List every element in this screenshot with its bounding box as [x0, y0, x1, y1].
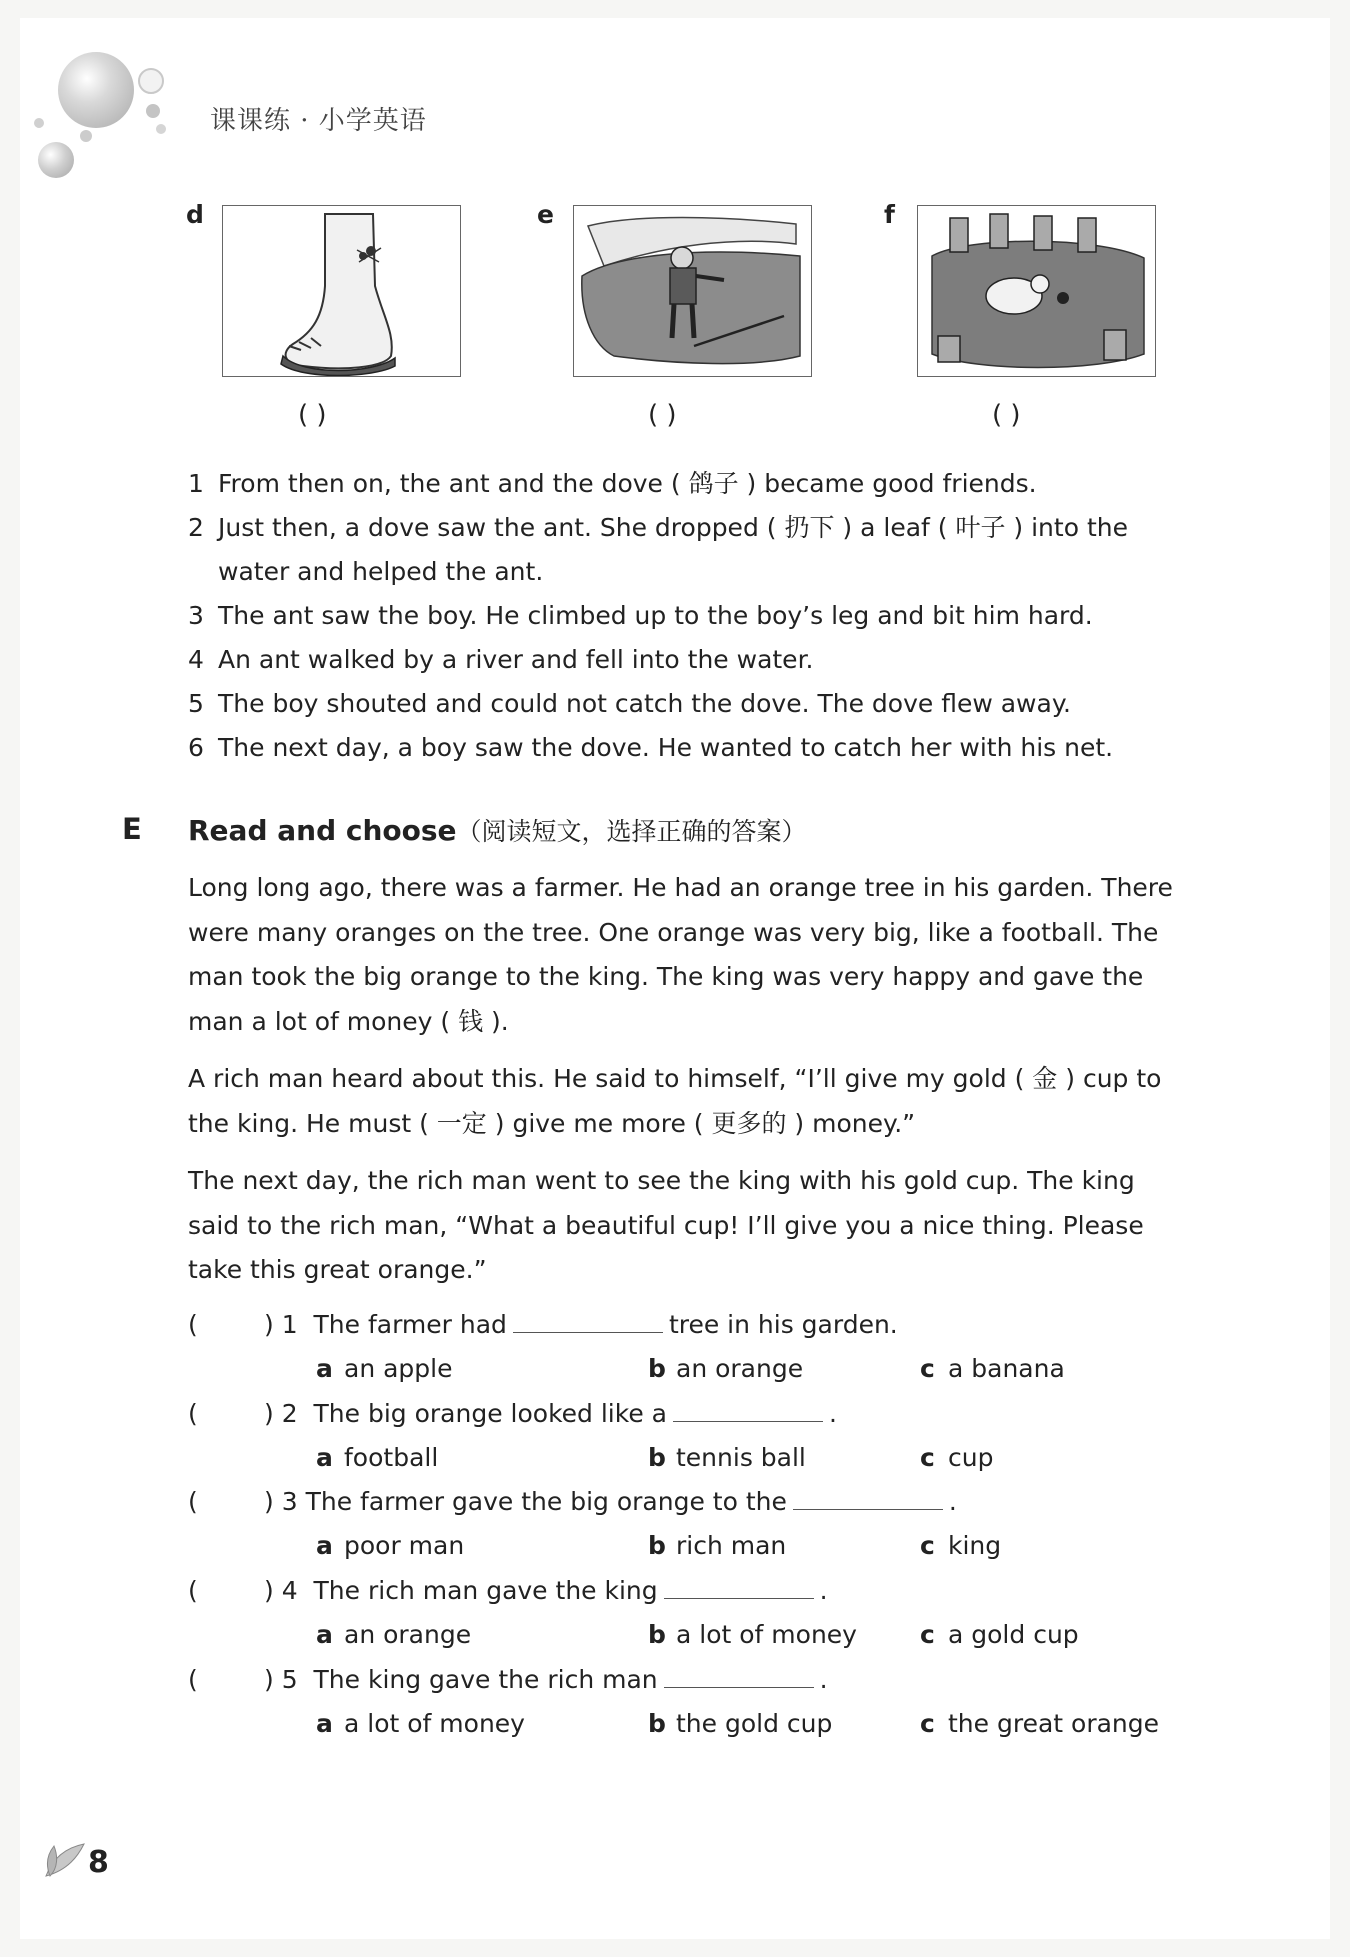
story-paragraph-3: The next day, the rich man went to see the king with his gold cup. The king said to the rich man, “What a beautiful cup! I’ll give you a nice thing. Please take this great orange.” [188, 1166, 1144, 1284]
sequence-item: 5 The boy shouted and could not catch the dove. The dove flew away. [188, 689, 1072, 718]
picture-d-letter: d [186, 200, 204, 229]
question-1-paren-open: ( [188, 1310, 198, 1339]
option-a[interactable]: a football [316, 1443, 439, 1472]
page-number: 8 [88, 1845, 109, 1880]
boy-by-river-illustration [574, 206, 811, 376]
question-5-paren-open: ( [188, 1665, 198, 1694]
option-b[interactable]: b an orange [648, 1354, 804, 1383]
question-row: ) 5 The king gave the rich man . [264, 1665, 828, 1694]
option-c[interactable]: c a banana [920, 1354, 1065, 1383]
sequence-item: 1 From then on, the ant and the dove ( 鸽子 ) became good friends. [188, 469, 1037, 498]
sequence-item: 6 The next day, a boy saw the dove. He wanted to catch her with his net. [188, 733, 1114, 762]
question-2-paren-open: ( [188, 1399, 198, 1428]
story-paragraph-2: A rich man heard about this. He said to himself, “I’ll give my gold ( 金 ) cup to the king. He must ( 一定 ) give me more ( 更多的 ) money.” [188, 1064, 1162, 1138]
picture-f-letter: f [884, 200, 895, 229]
foot-with-ant-illustration [223, 206, 460, 376]
question-row: ) 2 The big orange looked like a . [264, 1399, 837, 1428]
option-a[interactable]: a poor man [316, 1531, 465, 1560]
sequence-item: 3 The ant saw the boy. He climbed up to the boy’s leg and bit him hard. [188, 601, 1093, 630]
section-title-cn: （阅读短文，选择正确的答案） [456, 817, 807, 846]
picture-f-answer-parens[interactable]: ( ) [992, 400, 1021, 430]
option-a[interactable]: a an apple [316, 1354, 453, 1383]
answer-blank[interactable] [793, 1487, 943, 1510]
sequence-item: 4 An ant walked by a river and fell into the water. [188, 645, 814, 674]
dove-and-ant-illustration [918, 206, 1155, 376]
section-letter: E [122, 812, 142, 846]
picture-d-frame [222, 205, 461, 377]
option-c[interactable]: c a gold cup [920, 1620, 1079, 1649]
answer-blank[interactable] [664, 1665, 814, 1688]
option-b[interactable]: b the gold cup [648, 1709, 833, 1738]
answer-blank[interactable] [664, 1576, 814, 1599]
leaf-icon [44, 1842, 86, 1882]
page-header-title: 课课练 · 小学英语 [210, 106, 427, 136]
question-row: ) 4 The rich man gave the king . [264, 1576, 828, 1605]
picture-e-letter: e [537, 200, 554, 229]
option-b[interactable]: b rich man [648, 1531, 787, 1560]
picture-e-frame [573, 205, 812, 377]
story-paragraph-1: Long long ago, there was a farmer. He had an orange tree in his garden. There were many oranges on the tree. One orange was very big, like a football. The man took the big orange to the king. The king was very happy and gave the man a lot of money ( 钱 ). [188, 873, 1173, 1036]
option-b[interactable]: b tennis ball [648, 1443, 806, 1472]
question-row: ) 3 The farmer gave the big orange to the . [264, 1487, 957, 1516]
option-b[interactable]: b a lot of money [648, 1620, 857, 1649]
option-c[interactable]: c cup [920, 1443, 994, 1472]
option-c[interactable]: c king [920, 1531, 1002, 1560]
picture-d-answer-parens[interactable]: ( ) [298, 400, 327, 430]
question-3-paren-open: ( [188, 1487, 198, 1516]
answer-blank[interactable] [513, 1310, 663, 1333]
section-title [188, 812, 807, 848]
picture-e-answer-parens[interactable]: ( ) [648, 400, 677, 430]
sequence-item: 2 Just then, a dove saw the ant. She dropped ( 扔下 ) a leaf ( 叶子 ) into the [188, 513, 1128, 542]
sequence-sentences [188, 462, 1128, 770]
option-c[interactable]: c the great orange [920, 1709, 1160, 1738]
option-a[interactable]: a a lot of money [316, 1709, 525, 1738]
question-row: ) 1 The farmer had tree in his garden. [264, 1310, 898, 1339]
section-title-en: Read and choose [188, 814, 457, 847]
sequence-item-continued: water and helped the ant. [218, 557, 544, 586]
picture-f-frame [917, 205, 1156, 377]
option-a[interactable]: a an orange [316, 1620, 472, 1649]
question-4-paren-open: ( [188, 1576, 198, 1605]
answer-blank[interactable] [673, 1399, 823, 1422]
